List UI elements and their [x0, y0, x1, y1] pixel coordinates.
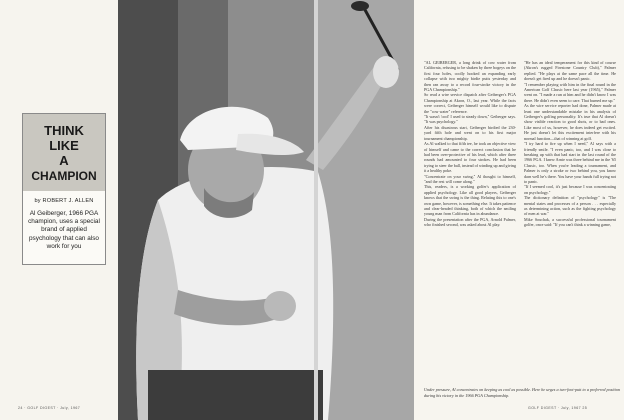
paragraph: "It wasn't 'cool' I used to steady down," Geiberger says. "It was psychology." — [424, 114, 516, 125]
paragraph: The dictionary definition of "psychology" is "The mental states and processes of a person . . . especially as determining action, such as the fighting psychology of men at war." — [524, 195, 616, 217]
paragraph: So read a wire service dispatch after Geiberger's PGA Championship at Akron, O., last year. While the facts were correct, Geiberger himself would like to dispute the "cow water" reference. — [424, 92, 516, 114]
paragraph: This, readers, is a working golfer's application of applied psychology. Like all good players, Geiberger knows that the swing is the thing. Relating this to one's own game, however, is something else. It takes patience and clear-headed thinking, both of which the smiling young man from California has in abundance. — [424, 184, 516, 217]
golfer-illustration — [118, 0, 414, 420]
article-column-2 — [524, 60, 616, 228]
title-line-3: A — [59, 153, 69, 168]
title-line-2: LIKE — [49, 138, 79, 153]
paragraph: Mike Souchak, a successful professional tournament golfer, once said: "If you can't think a winning game, — [524, 216, 616, 228]
title-line-4: CHAMPION — [31, 169, 97, 183]
paragraph: "He has an ideal temperament for this kind of course (Akron's rugged Firestone Country Club)," Palmer replied. "He plays at the same pace all the time. He doesn't get fired up and he doesn't panic. — [524, 60, 616, 82]
title-line-1: THINK — [44, 123, 84, 138]
article-column-1 — [424, 60, 516, 228]
paragraph: "If I seemed cool, it's just because I was concentrating on psychology." — [524, 184, 616, 195]
deck-text: Al Geiberger, 1966 PGA champion, uses a special brand of applied psychology that can also work for you — [28, 210, 100, 250]
paragraph: "A​L GEIBERGER, a long drink of cow water from California, refusing to be shaken by three bogeys on the first four holes, coolly hooked an expanding early collapse with two mighty birdie putts yesterday and then ran away to a record four-stroke victory in the PGA Championship." — [424, 60, 516, 93]
paragraph: "I try hard to fire up when I need," Al says with a friendly smile. "I even panic, too, and I was close to breaking up with that bad start in the last round of the 1966 PGA. I knew Arnie was three behind me in the '65 Classic, too. When you're leading a tournament, and Palmer is only a stroke or two behind you, you know darn well he's there. You have your hands full trying not to panic. — [524, 141, 616, 184]
paragraph: "Concentrate on your swing," Al thought to himself, "and the rest will come along." — [424, 173, 516, 184]
photo-caption: Under pressure, Al concentrates on keeping as cool as possible. Here he urges a two-foot-putt to a preferred position during his victory in the 1966 PGA Championship. — [424, 387, 621, 398]
left-page-margin — [0, 0, 118, 420]
paragraph: After his disastrous start, Geiberger birdied the 230-yard fifth hole and went on to his first major tournament championship. — [424, 124, 516, 141]
folio-right: GOLF DIGEST · July, 1967 25 — [528, 406, 588, 410]
paragraph: During the presentation after the PGA, Arnold Palmer, who finished second, was asked about Al play. — [424, 216, 516, 228]
title-box — [22, 113, 106, 265]
paragraph: As Al walked to that fifth tee, he took an objective view of himself and came to the correct conclusion that he had been over-protective of his lead, which after three rounds had amounted to four strokes. He had been trying to steer the ball, instead of winding up and giving it a healthy poke. — [424, 141, 516, 174]
paragraph: As the wire service reporter had done, Palmer made at least one understandable mistake in his analysis of Geiberger's golfing personality. It's true that Al doesn't show visible reaction to good shots, or to bad ones. Like most of us, however, he does indeed get excited. He just doesn't let this excitement interfere with his normal function—that of winning at golf. — [524, 103, 616, 141]
byline: by ROBERT J. ALLEN — [34, 198, 94, 204]
paragraph: "I remember playing with him in the final round in the American Golf Classic here last year (1965)," Palmer went on. "I made a run at him and he didn't know I was there. He didn't even seem to care. That burned me up." — [524, 81, 616, 103]
golfer-photo — [118, 0, 414, 420]
folio-left: 24 · GOLF DIGEST · July, 1967 — [18, 406, 81, 410]
